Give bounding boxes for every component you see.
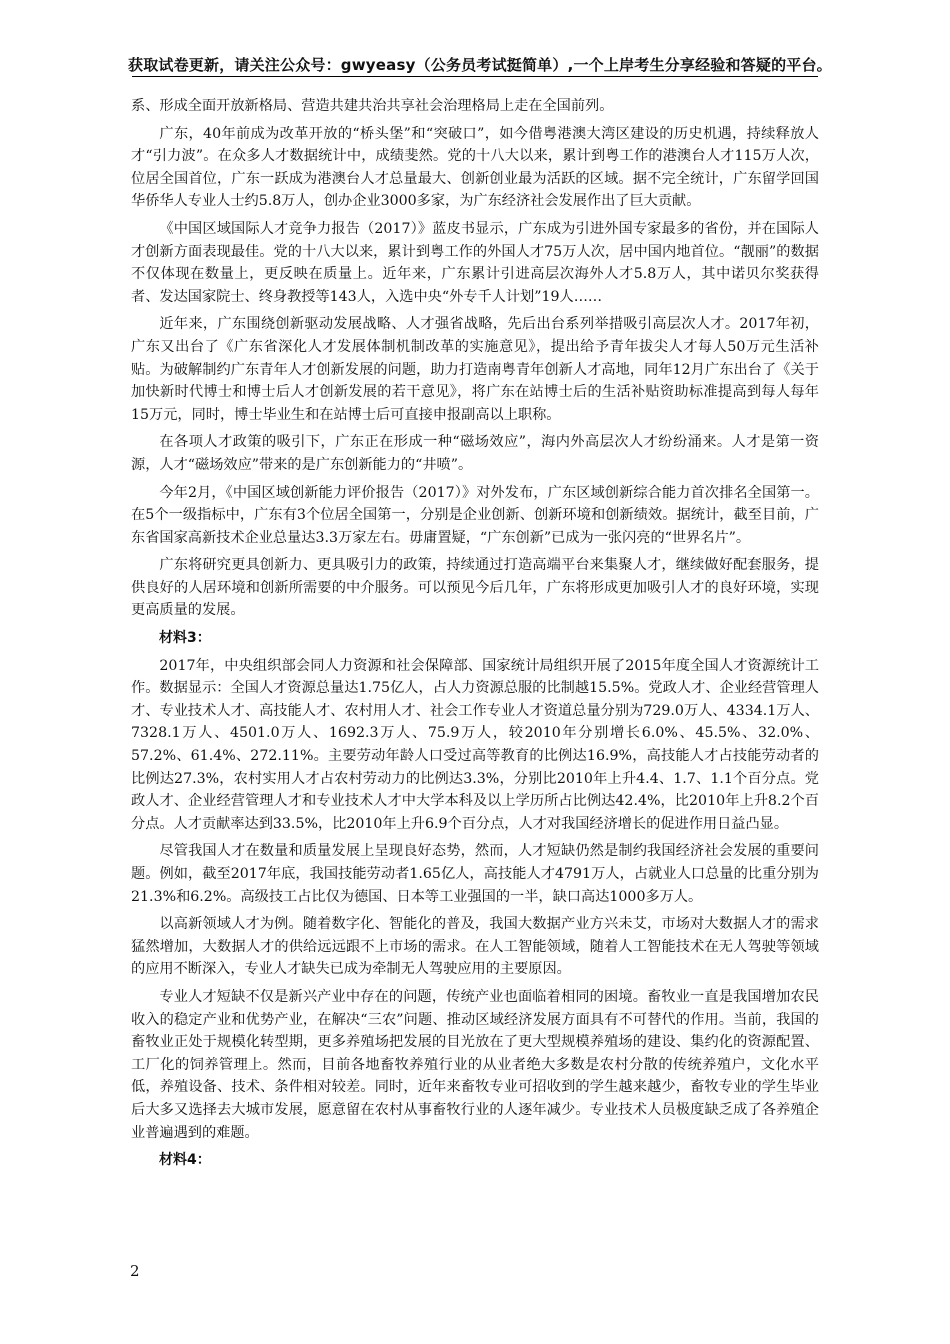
paragraph: 在各项人才政策的吸引下，广东正在形成一种“磁场效应”，海内外高层次人才纷纷涌来。人才是第一资源，人才“磁场效应”带来的是广东创新能力的“井喷”。 (131, 434, 819, 473)
header-banner: 获取试卷更新，请关注公众号：gwyeasy（公务员考试挺简单）,一个上岸考生分享经验和答疑的平台。 (128, 56, 832, 74)
paragraph: 广东，40年前成为改革开放的“桥头堡”和“突破口”，如今借粤港澳大湾区建设的历史机遇，持续释放人才“引力波”。在众多人才数据统计中，成绩斐然。党的十八大以来，累计到粤工作的港澳台人才115万人次，位居全国首位，广东一跃成为港澳台人才总量最大、创新创业最为活跃的区域。据不完全统计，广东留学回国华侨华人专业人士约5.8万人，创办企业3000多家，为广东经济社会发展作出了巨大贡献。 (131, 125, 819, 210)
header-divider (132, 76, 818, 77)
page-number: 2 (130, 1262, 140, 1280)
section-heading-material-3: 材料3： (159, 630, 211, 647)
paragraph: 专业人才短缺不仅是新兴产业中存在的问题，传统产业也面临着相同的困境。畜牧业一直是我国增加农民收入的稳定产业和优势产业，在解决“三农”问题、推动区域经济发展方面具有不可替代的作用。当前，我国的畜牧业正处于规模化转型期，更多养殖场把发展的目光放在了更大型规模养殖场的建设、集约化的资源配置、工厂化的饲养管理上。然而，目前各地畜牧养殖行业的从业者绝大多数是农村分散的传统养殖户，文化水平低，养殖设备、技术、条件相对较差。同时，近年来畜牧专业可招收到的学生越来越少，畜牧专业的学生毕业后大多又选择去大城市发展，愿意留在农村从事畜牧行业的人逐年减少。专业技术人员极度缺乏成了各养殖企业普遍遇到的难题。 (131, 988, 819, 1141)
paragraph: 今年2月，《中国区域创新能力评价报告（2017）》对外发布，广东区域创新综合能力首次排名全国第一。在5个一级指标中，广东有3个位居全国第一，分别是企业创新、创新环境和创新绩效。据统计，截至目前，广东省国家高新技术企业总量达3.3万家左右。毋庸置疑，“广东创新”已成为一张闪亮的“世界名片”。 (131, 484, 819, 546)
document-body (131, 95, 819, 1177)
paragraph: 《中国区域国际人才竞争力报告（2017）》蓝皮书显示，广东成为引进外国专家最多的省份，并在国际人才创新方面表现最佳。党的十八大以来，累计到粤工作的外国人才75万人次，居中国内地首位。“靓丽”的数据不仅体现在数量上，更反映在质量上。近年来，广东累计引进高层次海外人才5.8万人，其中诺贝尔奖获得者、发达国家院士、终身教授等143人，入选中央“外专千人计划”19人…… (131, 220, 819, 305)
paragraph: 近年来，广东围绕创新驱动发展战略、人才强省战略，先后出台系列举措吸引高层次人才。2017年初，广东又出台了《广东省深化人才发展体制机制改革的实施意见》，提出给予青年拔尖人才每人50万元生活补贴。为破解制约广东青年人才创新发展的问题，助力打造南粤青年创新人才高地，同年12月广东出台了《关于加快新时代博士和博士后人才创新发展的若干意见》，将广东在站博士后的生活补贴资助标准提高到每人每年15万元，同时，博士毕业生和在站博士后可直接申报副高以上职称。 (131, 316, 819, 423)
paragraph: 2017年，中央组织部会同人力资源和社会保障部、国家统计局组织开展了2015年度全国人才资源统计工作。数据显示：全国人才资源总量达1.75亿人，占人力资源总服的比制越15.5%。党政人才、企业经营管理人才、专业技术人才、高技能人才、农村用人才、社会工作专业人才资道总量分别为729.0万人、4334.1万人、7328.1万人、4501.0万人、1692.3万人、75.9万人，较2010年分别增长6.0%、45.5%、32.0%、57.2%、61.4%、272.11%。主要劳动年龄人口受过高等教育的比例达16.9%，高技能人才占技能劳动者的比例达27.3%，农村实用人才占农村劳动力的比例达3.3%，分别比2010年上升4.4、1.7、1.1个百分点。党政人才、企业经营管理人才和专业技术人才中大学本科及以上学历所占比例达42.4%，比2010年上升8.2个百分点。人才贡献率达到33.5%，比2010年上升6.9个百分点，人才对我国经济增长的促进作用日益凸显。 (131, 657, 819, 832)
section-heading-material-4: 材料4： (159, 1152, 211, 1169)
paragraph: 尽管我国人才在数量和质量发展上呈现良好态势，然而，人才短缺仍然是制约我国经济社会发展的重要问题。例如，截至2017年底，我国技能劳动者1.65亿人，高技能人才4791万人，占就业人口总量的比重分别为21.3%和6.2%。高级技工占比仅为德国、日本等工业强国的一半，缺口高达1000多万人。 (131, 843, 819, 905)
paragraph: 系、形成全面开放新格局、营造共建共治共享社会治理格局上走在全国前列。 (131, 98, 614, 114)
paragraph: 以高新领域人才为例。随着数字化、智能化的普及，我国大数据产业方兴未艾，市场对大数据人才的需求猛然增加，大数据人才的供给远远跟不上市场的需求。在人工智能领域，随着人工智能技术在无人驾驶等领域的应用不断深入，专业人才缺失已成为牵制无人驾驶应用的主要原因。 (131, 916, 819, 978)
paragraph: 广东将研究更具创新力、更具吸引力的政策，持续通过打造高端平台来集聚人才，继续做好配套服务，提供良好的人居环境和创新所需要的中介服务。可以预见今后几年，广东将形成更加吸引人才的良好环境，实现更高质量的发展。 (131, 557, 819, 619)
